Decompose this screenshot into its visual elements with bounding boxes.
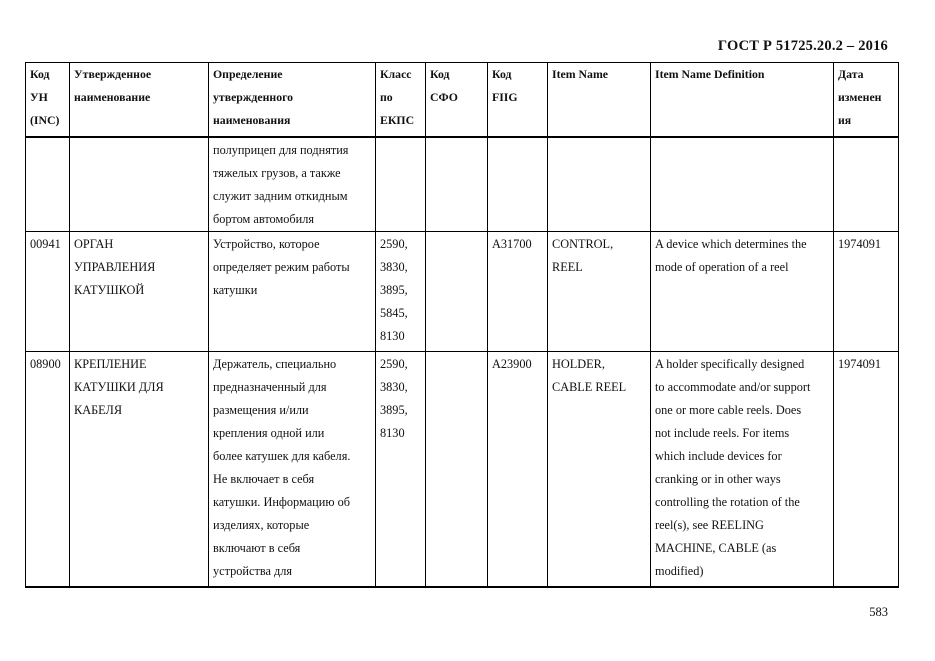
column-header-approved-name: Утвержденное наименование: [70, 63, 209, 137]
cell-class: 2590, 3830, 3895, 5845, 8130: [376, 231, 426, 351]
cell-item-name: HOLDER, CABLE REEL: [548, 351, 651, 587]
cell-code: 08900: [26, 351, 70, 587]
cell-fiig: [488, 137, 548, 232]
cell-code: 00941: [26, 231, 70, 351]
cell-class: [376, 137, 426, 232]
cell-item-name-definition: A holder specifically designed to accommodate and/or support one or more cable reels. Does not include reels. For items which include devices for cranking or in other ways controlling the rotation of the reel(s), see REELING MACHINE, CABLE (as modified): [651, 351, 834, 587]
document-standard-number: ГОСТ Р 51725.20.2 – 2016: [717, 38, 888, 54]
cell-fiig: A23900: [488, 351, 548, 587]
cell-approved-name: КРЕПЛЕНИЕ КАТУШКИ ДЛЯ КАБЕЛЯ: [70, 351, 209, 587]
cell-sfo: [426, 231, 488, 351]
cell-item-name: [548, 137, 651, 232]
table-row: [26, 137, 899, 232]
page-number: 583: [869, 605, 888, 619]
column-header-class: Класс по ЕКПС: [376, 63, 426, 137]
cell-approved-name: [70, 137, 209, 232]
table-row: [26, 231, 899, 351]
cell-sfo: [426, 351, 488, 587]
column-header-definition: Определение утвержденного наименования: [209, 63, 376, 137]
cell-date: [834, 137, 899, 232]
catalog-table: [25, 62, 899, 588]
cell-definition: Устройство, которое определяет режим работы катушки: [209, 231, 376, 351]
table-row: [26, 351, 899, 587]
cell-item-name-definition: A device which determines the mode of operation of a reel: [651, 231, 834, 351]
cell-definition: полуприцеп для поднятия тяжелых грузов, а также служит задним откидным бортом автомобиля: [209, 137, 376, 232]
table-header-row: [26, 63, 899, 137]
cell-code: [26, 137, 70, 232]
column-header-item-name: Item Name: [548, 63, 651, 137]
column-header-fiig: Код FIIG: [488, 63, 548, 137]
column-header-item-name-definition: Item Name Definition: [651, 63, 834, 137]
cell-approved-name: ОРГАН УПРАВЛЕНИЯ КАТУШКОЙ: [70, 231, 209, 351]
cell-date: 1974091: [834, 231, 899, 351]
cell-sfo: [426, 137, 488, 232]
cell-class: 2590, 3830, 3895, 8130: [376, 351, 426, 587]
cell-fiig: A31700: [488, 231, 548, 351]
cell-definition: Держатель, специально предназначенный для размещения и/или крепления одной или более катушек для кабеля. Не включает в себя катушки. Информацию об изделиях, которые включают в себя устройства для: [209, 351, 376, 587]
cell-date: 1974091: [834, 351, 899, 587]
column-header-date: Дата изменен ия: [834, 63, 899, 137]
cell-item-name-definition: [651, 137, 834, 232]
column-header-code: Код УН (INC): [26, 63, 70, 137]
cell-item-name: CONTROL, REEL: [548, 231, 651, 351]
column-header-sfo: Код СФО: [426, 63, 488, 137]
